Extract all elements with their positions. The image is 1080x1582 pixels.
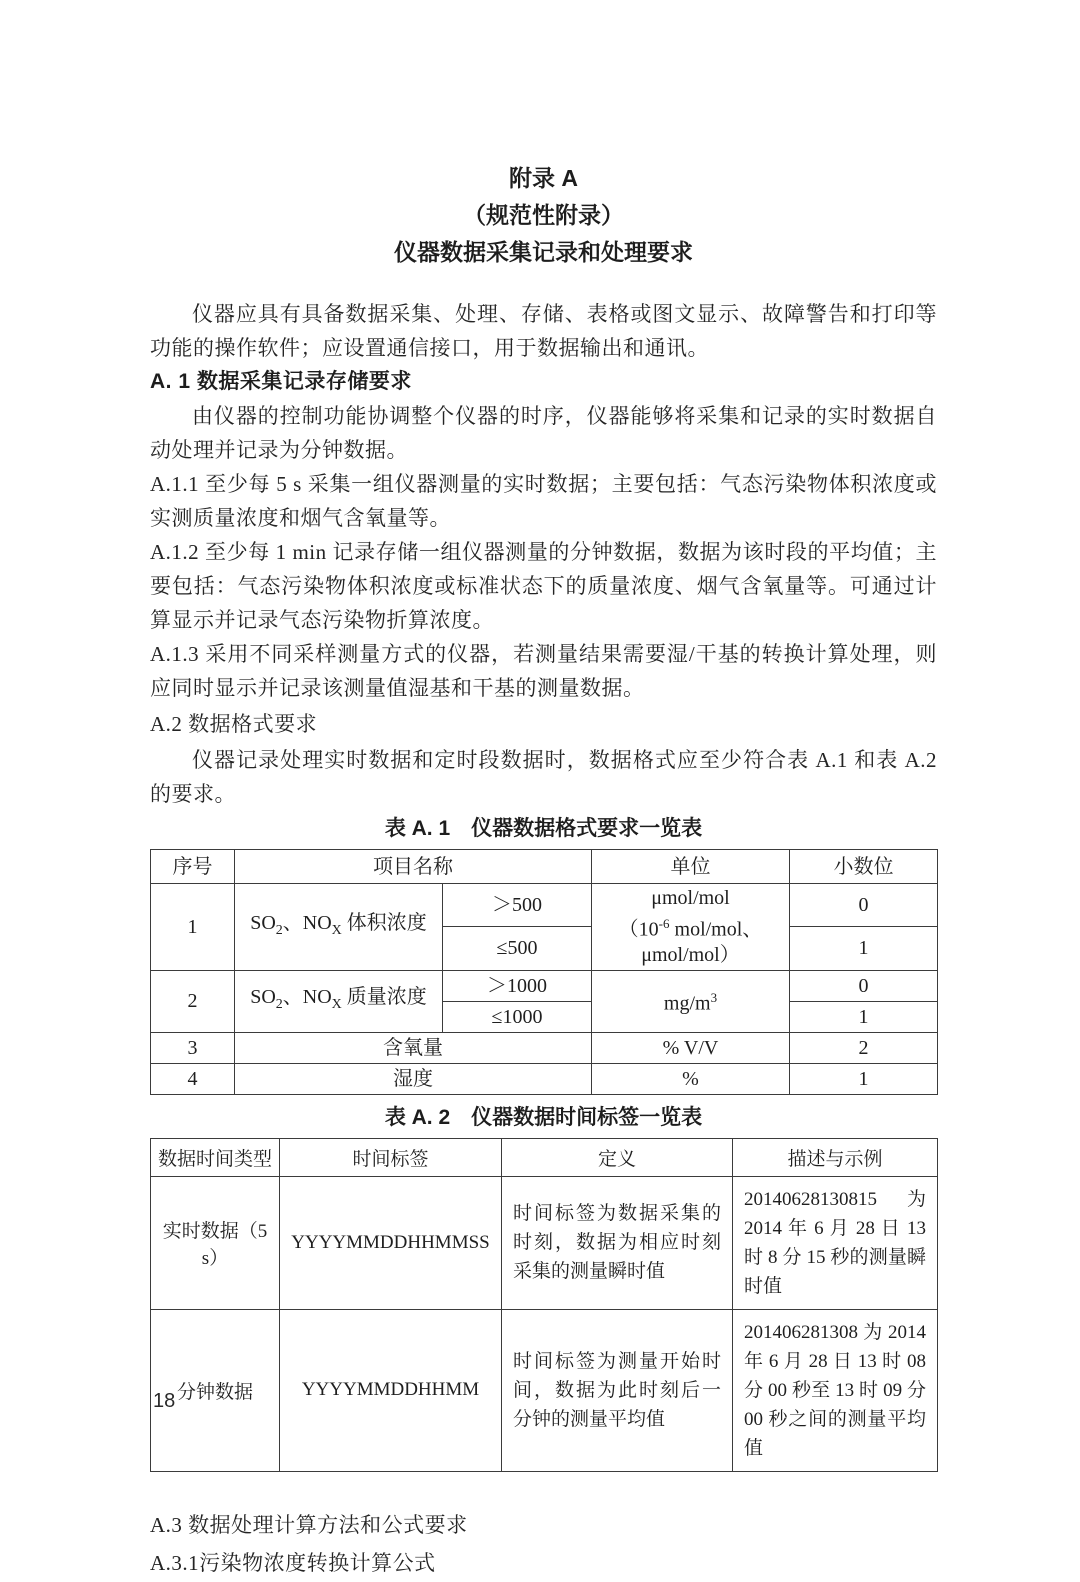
cell-dec-1-high: 0 xyxy=(790,884,938,927)
cell-type-realtime: 实时数据（5 s） xyxy=(151,1176,280,1309)
cell-unit-1: μmol/mol （$10^{-6}$ mol/mol、μmol/mol） xyxy=(592,884,790,971)
table-row xyxy=(151,884,938,927)
table-a1-header-no: 序号 xyxy=(151,850,235,884)
table-row xyxy=(151,1176,938,1309)
heading-a2: A.2 数据格式要求 xyxy=(150,712,318,736)
cell-range-2-high: ＞1000 xyxy=(443,970,592,1001)
cell-type-minute: 分钟数据 xyxy=(151,1309,280,1471)
heading-a1: A. 1 数据采集记录存储要求 xyxy=(150,370,412,393)
cell-no-3: 3 xyxy=(151,1032,235,1063)
paragraph-a12: A.1.2 至少每 1 min 记录存储一组仪器测量的分钟数据，数据为该时段的平均值；主要包括：气态污染物体积浓度或标准状态下的质量浓度、烟气含氧量等。可通过计算显示并记录气态污染物折算浓度。 xyxy=(150,540,937,632)
paragraph-a11: A.1.1 至少每 5 s 采集一组仪器测量的实时数据；主要包括：气态污染物体积浓度或实测质量浓度和烟气含氧量等。 xyxy=(150,472,937,530)
cell-range-1-high: ＞500 xyxy=(443,884,592,927)
paragraph-intro: 仪器应具有具备数据采集、处理、存储、表格或图文显示、故障警告和打印等功能的操作软件；应设置通信接口，用于数据输出和通讯。 xyxy=(150,302,937,360)
cell-item-4: 湿度 xyxy=(235,1063,592,1094)
cell-example-minute: 201406281308 为 2014 年 6 月 28 日 13 时 08 分 00 秒至 13 时 09 分 00 秒之间的测量平均值 xyxy=(733,1309,938,1471)
table-row xyxy=(151,1032,938,1063)
cell-no-4: 4 xyxy=(151,1063,235,1094)
cell-no-2: 2 xyxy=(151,970,235,1032)
table-a2-header-definition: 定义 xyxy=(502,1138,733,1176)
cell-item-2: $SO_2$、$NO_X$ 质量浓度 xyxy=(235,970,443,1032)
cell-range-1-low: ≤500 xyxy=(443,927,592,970)
page-number: 18 xyxy=(153,1390,176,1412)
cell-no-1: 1 xyxy=(151,884,235,971)
appendix-heading: 仪器数据采集记录和处理要求 xyxy=(394,239,693,265)
spacer xyxy=(150,271,937,297)
spacer xyxy=(150,1472,937,1506)
cell-item-3: 含氧量 xyxy=(235,1032,592,1063)
table-a1 xyxy=(150,849,938,1095)
table-row xyxy=(151,970,938,1001)
table-a2 xyxy=(150,1138,938,1472)
table-a1-caption: 表 A. 1 仪器数据格式要求一览表 xyxy=(384,817,703,840)
cell-tag-minute: YYYYMMDDHHMM xyxy=(280,1309,502,1471)
table-a1-header-item: 项目名称 xyxy=(235,850,592,884)
cell-dec-2-low: 1 xyxy=(790,1001,938,1032)
cell-unit-2: $mg/m^3$ xyxy=(592,970,790,1032)
appendix-subtitle: （规范性附录） xyxy=(463,202,624,228)
appendix-title: 附录 A xyxy=(509,165,578,191)
cell-unit-4: % xyxy=(592,1063,790,1094)
cell-unit-3: % V/V xyxy=(592,1032,790,1063)
cell-definition-realtime: 时间标签为数据采集的时刻，数据为相应时刻采集的测量瞬时值 xyxy=(502,1176,733,1309)
cell-item-1: $SO_2$、$NO_X$ 体积浓度 xyxy=(235,884,443,971)
table-a2-header-type: 数据时间类型 xyxy=(151,1138,280,1176)
cell-definition-minute: 时间标签为测量开始时间，数据为此时刻后一分钟的测量平均值 xyxy=(502,1309,733,1471)
heading-a31: A.3.1污染物浓度转换计算公式 xyxy=(150,1550,436,1575)
heading-a3: A.3 数据处理计算方法和公式要求 xyxy=(150,1512,468,1537)
table-a2-header-row xyxy=(151,1138,938,1176)
cell-dec-1-low: 1 xyxy=(790,927,938,970)
table-a2-header-example: 描述与示例 xyxy=(733,1138,938,1176)
cell-tag-realtime: YYYYMMDDHHMMSS xyxy=(280,1176,502,1309)
cell-dec-4: 1 xyxy=(790,1063,938,1094)
cell-dec-3: 2 xyxy=(790,1032,938,1063)
table-a1-header-row xyxy=(151,850,938,884)
table-row xyxy=(151,1063,938,1094)
table-a1-header-decimals: 小数位 xyxy=(790,850,938,884)
table-a2-caption: 表 A. 2 仪器数据时间标签一览表 xyxy=(384,1105,703,1129)
cell-example-realtime: 20140628130815 为 2014 年 6 月 28 日 13 时 8 分 15 秒的测量瞬时值 xyxy=(733,1176,938,1309)
paragraph-a1-intro: 由仪器的控制功能协调整个仪器的时序，仪器能够将采集和记录的实时数据自动处理并记录为分钟数据。 xyxy=(150,404,937,462)
cell-dec-2-high: 0 xyxy=(790,970,938,1001)
page-content xyxy=(150,160,937,1582)
cell-range-2-low: ≤1000 xyxy=(443,1001,592,1032)
table-row xyxy=(151,1309,938,1471)
table-a2-header-tag: 时间标签 xyxy=(280,1138,502,1176)
table-a1-header-unit: 单位 xyxy=(592,850,790,884)
paragraph-a2-intro: 仪器记录处理实时数据和定时段数据时，数据格式应至少符合表 A.1 和表 A.2 的要求。 xyxy=(150,748,937,806)
paragraph-a13: A.1.3 采用不同采样测量方式的仪器，若测量结果需要湿/干基的转换计算处理，则应同时显示并记录该测量值湿基和干基的测量数据。 xyxy=(150,642,937,700)
